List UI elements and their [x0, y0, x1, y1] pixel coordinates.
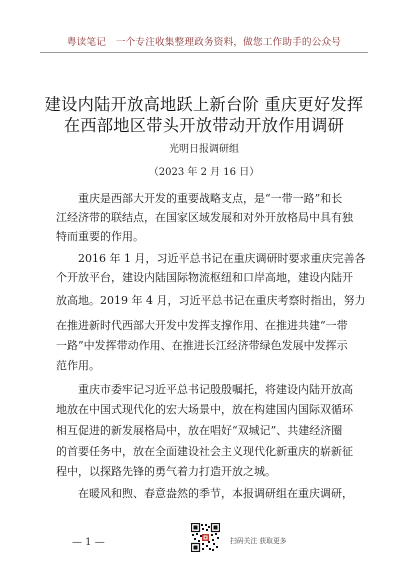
date: （2023 年 2 月 16 日）: [148, 167, 260, 178]
header-text: 粤读笔记 一个专注收集整理政务资料，做您工作助手的公众号: [66, 37, 342, 48]
body-line: 在推进新时代西部大开发中发挥支撑作用、在推进共建“一带: [56, 319, 348, 332]
body-line: 的首要任务中，放在全面建设社会主义现代化新重庆的崭新征: [56, 445, 353, 458]
page-number: — 1 —: [72, 537, 105, 548]
body-line: 重庆是西部大开发的重要战略支点，是“一带一路”和长: [56, 192, 343, 205]
body-line: 在暖风和煦、春意盎然的季节，本报调研组在重庆调研，: [56, 487, 353, 500]
body-line: 程中，以探路先锋的勇气着力打造开放之城。: [56, 465, 276, 478]
author: 光明日报调研组: [169, 144, 239, 155]
qr-caption: 扫码关注 获取更多: [230, 537, 287, 545]
body-line: 范作用。: [56, 359, 100, 372]
header-divider: [40, 52, 368, 53]
body-line: 地放在中国式现代化的宏大场景中，放在构建国内国际双循环: [56, 403, 353, 416]
body-line: 相互促进的新发展格局中，放在唱好“双城记”、共建经济圈: [56, 424, 343, 437]
title-line-1: 建设内陆开放高地跃上新台阶 重庆更好发挥: [44, 95, 364, 114]
body-line: 重庆市委牢记习近平总书记殷殷嘱托，将建设内陆开放高: [56, 383, 353, 396]
title-line-2: 在西部地区带头开放带动开放作用调研: [63, 116, 345, 135]
body-line: 2016 年 1 月，习近平总书记在重庆调研时要求重庆完善各: [56, 252, 366, 265]
body-line: 特而重要的作用。: [56, 230, 144, 243]
body-line: 江经济带的联结点，在国家区域发展和对外开放格局中具有独: [56, 211, 353, 224]
body-line: 一路”中发挥带动作用、在推进长江经济带绿色发展中发挥示: [56, 339, 348, 352]
qr-code-icon: [191, 523, 220, 552]
body-line: 个开放平台，建设内陆国际物流枢纽和口岸高地，建设内陆开: [56, 271, 353, 284]
body-line: 放高地。2019 年 4 月，习近平总书记在重庆考察时指出，努力: [56, 294, 366, 307]
